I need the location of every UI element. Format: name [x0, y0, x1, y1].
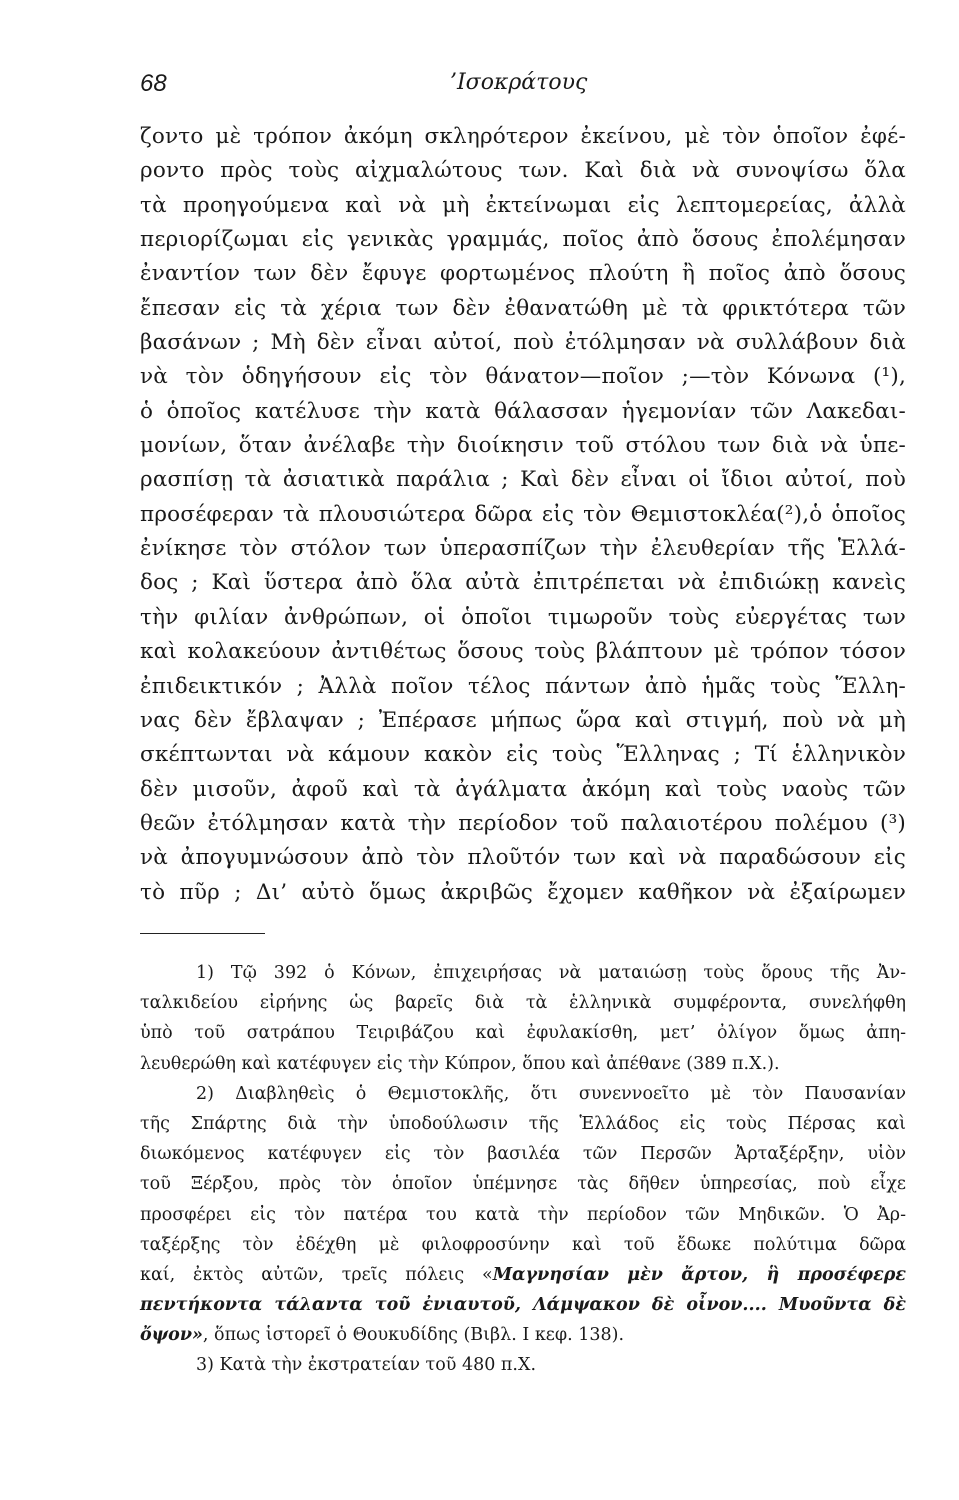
footnote-text: , ὅπως ἱστορεῖ ὁ Θουκυδίδης (Βιβλ. Ι κεφ. 138).: [202, 1325, 625, 1346]
main-text: [140, 120, 906, 910]
text-line: βασάνων ; Μὴ δὲν εἶναι αὐτοί, ποὺ ἐτόλμησαν νὰ συλλάβουν διὰ: [140, 330, 906, 356]
text-line: τὸ πῦρ ; Δι’ αὐτὸ ὅμως ἀκριβῶς ἔχομεν καθῆκον νὰ ἐξαίρωμεν: [140, 879, 906, 905]
footnote-line-mixed: [140, 1320, 906, 1350]
footnote-line: 1) Τῷ 392 ὁ Κόνων, ἐπιχειρήσας νὰ ματαιώσῃ τοὺς ὅρους τῆς Ἀν-: [196, 963, 906, 983]
footnote-separator: [140, 933, 265, 934]
text-line: ἐπιδεικτικόν ; Ἀλλὰ ποῖον τέλος πάντων ἀπὸ ἡμᾶς τοὺς Ἕλλη-: [140, 673, 906, 699]
thucydides-quote: Μαγνησίαν μὲν ἄρτον, ἣ προσέφερε: [492, 1264, 906, 1285]
text-line: ζοντο μὲ τρόπον ἀκόμη σκληρότερον ἐκείνου, μὲ τὸν ὁποῖον ἐφέ-: [140, 124, 906, 149]
footnote-line: λευθερώθη καὶ κατέφυγεν εἰς τὴν Κύπρον, ὅπου καὶ ἀπέθανε (389 π.Χ.).: [140, 1053, 780, 1074]
text-line: ροντο πρὸς τοὺς αἰχμαλώτους των. Καὶ διὰ νὰ συνοψίσω ὅλα: [140, 158, 906, 184]
footnote-line: ὑπὸ τοῦ σατράπου Τειριβάζου καὶ ἐφυλακίσθη, μετ’ ὀλίγον ὅμως ἀπη-: [140, 1023, 906, 1044]
footnote-line: τοῦ Ξέρξου, πρὸς τὸν ὁποῖον ὑπέμνησε τὰς δῆθεν ὑπηρεσίας, ποὺ εἶχε: [140, 1174, 906, 1195]
text-line: δὲν μισοῦν, ἀφοῦ καὶ τὰ ἀγάλματα ἀκόμη καὶ τοὺς ναοὺς τῶν: [140, 776, 906, 802]
text-line: σκέπτωνται νὰ κάμουν κακὸν εἰς τοὺς Ἕλληνας ; Τί ἑλληνικὸν: [140, 742, 906, 768]
footnote-line: προσφέρει εἰς τὸν πατέρα του κατὰ τὴν περίοδον τῶν Μηδικῶν. Ὁ Ἀρ-: [140, 1204, 906, 1225]
page-number: 68: [140, 70, 167, 97]
text-line: μονίων, ὅταν ἀνέλαβε τὴν διοίκησιν τοῦ στόλου των διὰ νὰ ὑπε-: [140, 433, 906, 459]
text-line: προσέφεραν τὰ πλουσιώτερα δῶρα εἰς τὸν Θεμιστοκλέα(²),ὁ ὁποῖος: [140, 501, 906, 527]
text-line: νὰ τὸν ὁδηγήσουν εἰς τὸν θάνατον—ποῖον ;—τὸν Κόνωνα (¹),: [140, 364, 906, 390]
footnote-line: τῆς Σπάρτης διὰ τὴν ὑποδούλωσιν τῆς Ἑλλάδος εἰς τοὺς Πέρσας καὶ: [140, 1113, 906, 1134]
text-line: ὁ ὁποῖος κατέλυσε τὴν κατὰ θάλασσαν ἡγεμονίαν τῶν Λακεδαι-: [140, 398, 906, 424]
footnote-text: καί, ἐκτὸς αὐτῶν, τρεῖς πόλεις «: [140, 1264, 493, 1285]
text-line: τὴν φιλίαν ἀνθρώπων, οἱ ὁποῖοι τιμωροῦν τοὺς εὐεργέτας των: [140, 604, 906, 630]
text-line: ρασπίσῃ τὰ ἀσιατικὰ παράλια ; Καὶ δὲν εἶναι οἱ ἴδιοι αὐτοί, ποὺ: [140, 467, 906, 493]
text-line: ἐναντίον των δὲν ἔφυγε φορτωμένος πλούτη ἢ ποῖος ἀπὸ ὅσους: [140, 261, 906, 287]
text-line: ἐνίκησε τὸν στόλον των ὑπερασπίζων τὴν ἐλευθερίαν τῆς Ἑλλά-: [140, 536, 906, 562]
text-line: τὰ προηγούμενα καὶ νὰ μὴ ἐκτείνωμαι εἰς λεπτομερείας, ἀλλὰ: [140, 192, 906, 218]
text-line: νας δὲν ἔβλαψαν ; Ἐπέρασε μήπως ὥρα καὶ στιγμή, ποὺ νὰ μὴ: [140, 707, 906, 733]
text-line: ἔπεσαν εἰς τὰ χέρια των δὲν ἐθανατώθη μὲ τὰ φρικτότερα τῶν: [140, 295, 906, 321]
thucydides-quote: πεντήκοντα τάλαντα τοῦ ἐνιαυτοῦ, Λάμψακον δὲ οἶνον.... Μυοῦντα δὲ: [140, 1295, 906, 1316]
text-line: δος ; Καὶ ὕστερα ἀπὸ ὅλα αὐτὰ ἐπιτρέπεται νὰ ἐπιδιώκῃ κανεὶς: [140, 570, 906, 596]
text-line: νὰ ἀπογυμνώσουν ἀπὸ τὸν πλοῦτόν των καὶ νὰ παραδώσουν εἰς: [140, 845, 906, 871]
page-header: [140, 70, 859, 106]
running-title: ’Ισοκράτους: [450, 70, 588, 95]
footnote-line: 3) Κατὰ τὴν ἐκστρατείαν τοῦ 480 π.Χ.: [196, 1355, 537, 1376]
footnote-line: 2) Διαβληθεὶς ὁ Θεμιστοκλῆς, ὅτι συνεννοεῖτο μὲ τὸν Παυσανίαν: [196, 1083, 906, 1104]
footnote-line-mixed: [140, 1290, 906, 1320]
footnote-line: ταξέρξης τὸν ἐδέχθη μὲ φιλοφροσύνην καὶ τοῦ ἔδωκε πολύτιμα δῶρα: [140, 1234, 906, 1255]
text-line: περιορίζωμαι εἰς γενικὰς γραμμάς, ποῖος ἀπὸ ὅσους ἐπολέμησαν: [140, 227, 906, 253]
footnote-line: ταλκιδείου εἰρήνης ὡς βαρεῖς διὰ τὰ ἑλληνικὰ συμφέροντα, συνελήφθη: [140, 993, 906, 1014]
footnote-line: διωκόμενος κατέφυγεν εἰς τὸν βασιλέα τῶν Περσῶν Ἀρταξέρξην, υἱὸν: [140, 1144, 906, 1165]
footnotes: [140, 958, 906, 1381]
text-line: καὶ κολακεύουν ἀντιθέτως ὅσους τοὺς βλάπτουν μὲ τρόπον τόσον: [140, 639, 906, 665]
thucydides-quote: ὄψον»: [140, 1325, 203, 1346]
text-line: θεῶν ἐτόλμησαν κατὰ τὴν περίοδον τοῦ παλαιοτέρου πολέμου (³): [140, 810, 906, 836]
footnote-line-mixed: [140, 1260, 906, 1290]
